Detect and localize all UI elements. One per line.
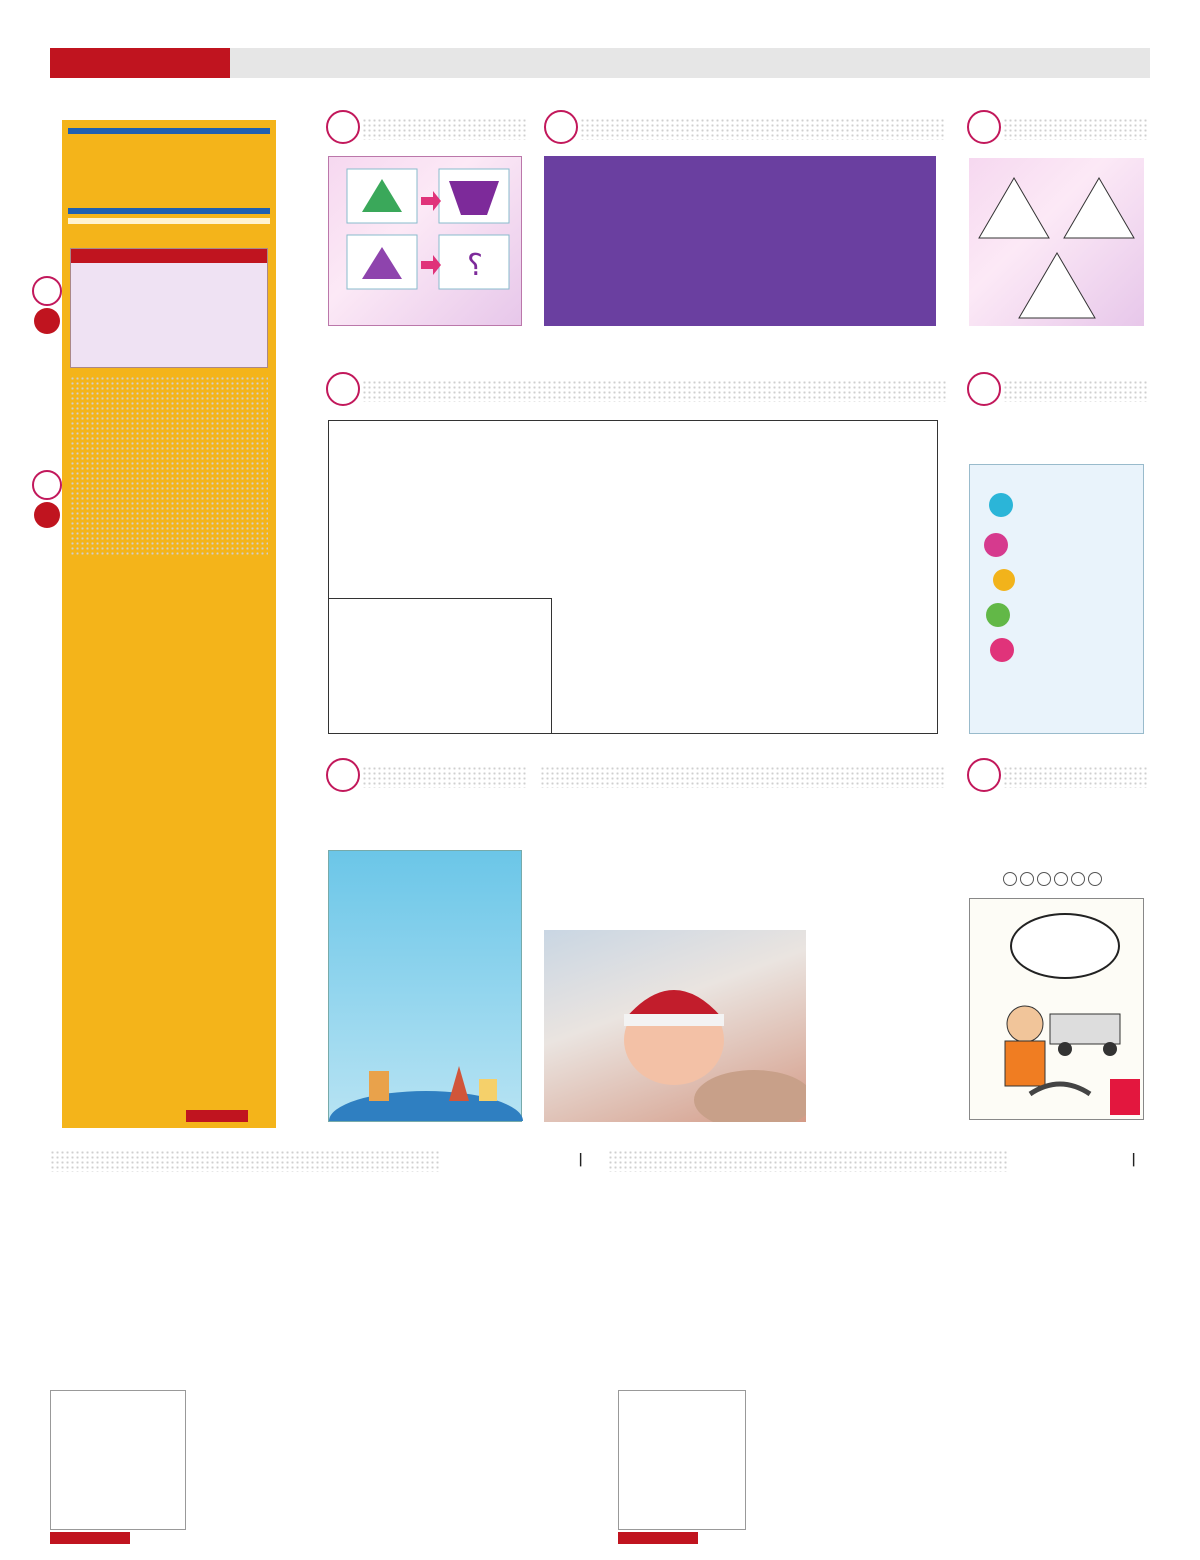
landmarks-svg — [329, 1061, 523, 1121]
mind-puzzle-image — [328, 850, 522, 1122]
words-panel — [963, 372, 1148, 742]
svg-text:؟: ؟ — [467, 248, 483, 283]
sudoku-rule — [62, 136, 276, 194]
solutions-footer — [186, 1110, 248, 1122]
gauge-icon — [544, 110, 578, 144]
letters-illustration — [976, 485, 1026, 685]
title-strip — [1003, 380, 1148, 402]
answer-circles[interactable] — [1003, 872, 1102, 886]
math-solution-image — [70, 248, 268, 368]
crossword-hard-across — [822, 1188, 1148, 1460]
iq-panel — [322, 110, 526, 358]
title-strip — [1003, 766, 1148, 788]
logic-panel — [963, 110, 1148, 358]
title-strip — [608, 1150, 1008, 1172]
crossclue-solution — [328, 598, 552, 734]
cartoon-svg — [970, 899, 1145, 1121]
crossword-medium-panel — [50, 1150, 595, 1550]
divider: | — [1131, 1152, 1136, 1167]
gauge-icon — [326, 372, 360, 406]
iq-puzzle-svg — [329, 157, 523, 327]
gauge-icon — [967, 110, 1001, 144]
baby-photo-svg — [544, 930, 806, 1122]
title-strip — [362, 118, 526, 140]
title-strip — [1003, 118, 1148, 140]
solutions-title — [68, 218, 270, 224]
title-strip — [580, 118, 945, 140]
gauge-icon — [32, 470, 62, 500]
timer-icon — [34, 308, 60, 334]
page-header — [50, 48, 1150, 78]
crossword-medium-solution — [50, 1390, 186, 1530]
mind-panel — [322, 758, 526, 1128]
math-code-board — [544, 156, 936, 326]
crossword-medium-down — [50, 1190, 270, 1390]
crossword-hard-panel — [608, 1150, 1148, 1550]
crossclue-panel — [322, 372, 948, 742]
divider — [68, 208, 270, 214]
crossword-medium-heading — [570, 1152, 591, 1167]
word-grid-image — [969, 464, 1144, 734]
title-strip — [362, 766, 526, 788]
gauge-icon — [967, 758, 1001, 792]
strip-panel — [963, 758, 1148, 1128]
newspaper-brand[interactable] — [50, 48, 230, 78]
triangle-puzzle-svg — [969, 158, 1144, 326]
baby-photo — [544, 930, 806, 1122]
solution-grids — [62, 228, 276, 240]
math-panel — [540, 110, 945, 358]
title-strip — [50, 1150, 440, 1172]
cartoon-image — [969, 898, 1144, 1120]
gauge-icon — [326, 110, 360, 144]
timer-icon — [34, 502, 60, 528]
divider: | — [578, 1152, 583, 1167]
solution-label — [50, 1532, 130, 1544]
letter-characters-svg — [976, 485, 1026, 685]
gauge-icon — [326, 758, 360, 792]
crossword-hard-heading — [1123, 1152, 1144, 1167]
crossword-hard-solution — [618, 1390, 746, 1530]
crossword-medium-across — [275, 1188, 595, 1230]
solution-label — [618, 1532, 698, 1544]
title-strip — [362, 380, 948, 402]
whathappened-panel — [540, 758, 945, 1128]
divider — [68, 128, 270, 134]
gauge-icon — [32, 276, 62, 306]
iq-puzzle-image — [328, 156, 522, 326]
triangle-puzzle-image — [969, 158, 1144, 326]
gauge-icon — [967, 372, 1001, 406]
sudoku-sidebar — [62, 120, 276, 1128]
title-strip — [540, 766, 945, 788]
riddle-solutions-text — [70, 376, 268, 556]
